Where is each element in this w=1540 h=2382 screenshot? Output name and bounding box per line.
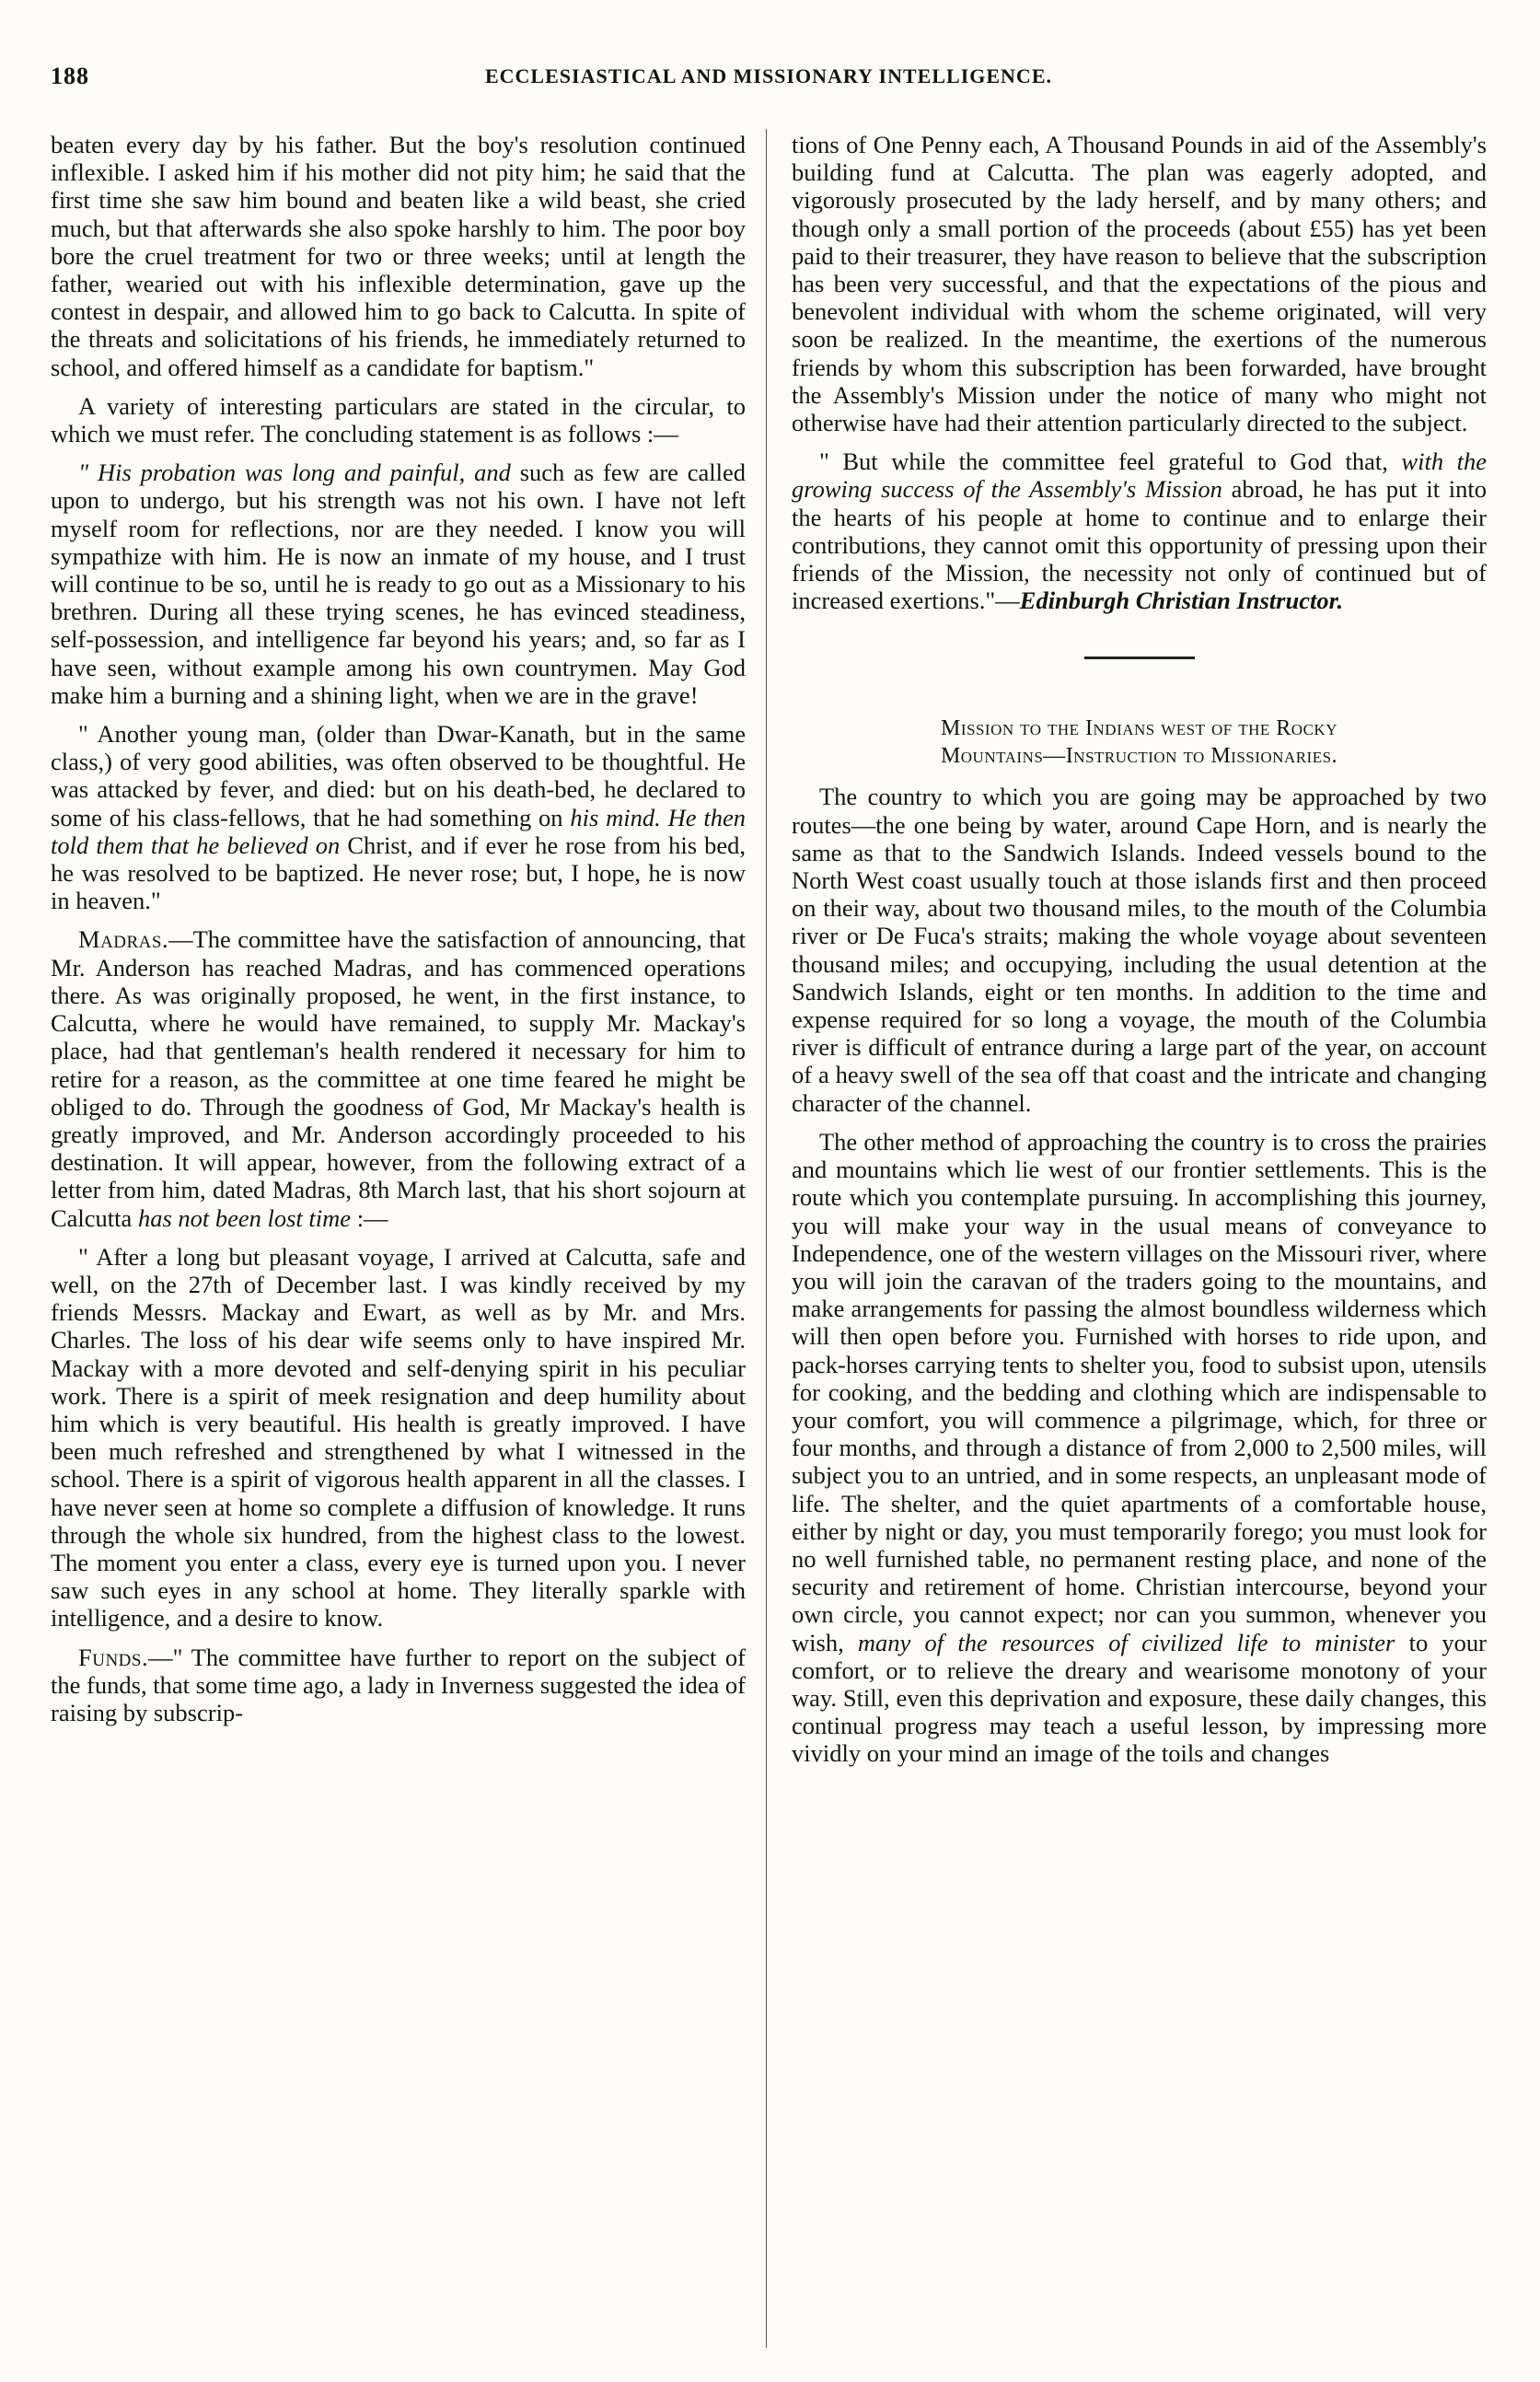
paragraph: " After a long but pleasant voyage, I arrived at Calcutta, safe and well, on the 27th of December last. I was kindly received by my friends Messrs. Mackay and Ewart, as well as by Mr. and Mrs. Charles. The loss of his dear wife seems only to have inspired Mr. Mackay with a more devoted and self-denying spirit in his peculiar work. There is a spirit of meek resignation and deep humility about him which is very beautiful. His health is greatly improved. I have been much refreshed and strengthened by what I witnessed in the school. There is a spirit of vigorous health apparent in all the classes. I have never seen at home so complete a diffusion of knowledge. It runs through the whole six hundred, from the highest class to the lowest. The moment you enter a class, every eye is turned upon you. I never saw such eyes in any school at home. They literally sparkle with intelligence, and a desire to know.: [51, 1242, 746, 1633]
italic-text: his mind. He then told them that he believed on: [51, 803, 746, 859]
section-separator: [1084, 657, 1195, 659]
paragraph: [51, 720, 746, 914]
section-label: Funds.: [78, 1643, 149, 1671]
section-title-line: Mission to the Indians west of the Rocky: [941, 716, 1337, 741]
italic-text: " His probation was long and painful, and: [78, 459, 511, 487]
paragraph: The country to which you are going may be approached by two routes—the one being by water, around Cape Horn, and is nearly the same as that to the Sandwich Islands. Indeed vessels bound to the North West coast usually touch at those islands first and then proceed on their way, about two thousand miles, to the mouth of the Columbia river or De Fuca's straits; making the whole voyage about seventeen thousand miles; and occupying, including the usual detention at the Sandwich Islands, eight or ten months. In addition to the time and expense required for so long a voyage, the mouth of the Columbia river is difficult of entrance during a large part of the year, on account of a heavy swell of the sea off that coast and the intricate and changing character of the channel.: [792, 783, 1487, 1117]
text: such as few are called upon to undergo, but his strength was not his own. I have not left myself room for reflections, nor are they needed. I know you will sympathize with him. He is now an inmate of my house, and I trust will continue to be so, until he is ready to go out as a Missionary to his brethren. During all these trying scenes, he has evinced steadiness, self-possession, and intelligence far beyond his years; and, so far as I have seen, without example among his own countrymen. May God make him a burning and a shining light, when we are in the grave!: [51, 459, 747, 709]
paragraph: [51, 925, 746, 1231]
text: abroad, he has put it into the hearts of his people at home to continue and to enlarge their contributions, they cannot omit this opportunity of pressing upon their friends of the Mission, the necessity not only of continued but of increased exertions."—: [792, 475, 1488, 615]
text: to your comfort, or to relieve the dreary and wearisome monotony of your way. Still, even this deprivation and exposure, these daily changes, this continual progress may teach a useful lesson, by impressing more vividly on your mind an image of the toils and changes: [792, 1628, 1487, 1768]
text: " But while the committee feel grateful to God that,: [819, 447, 1388, 476]
text: " Another young man, (older than Dwar-Kanath, but in the same class,) of very good abilities, was often observed to be thoughtful. He was attacked by fever, and died: but on his death-bed, he declared to some of his class-fellows, that he had something on: [51, 720, 746, 831]
section-title: [792, 715, 1487, 770]
paragraph: [51, 459, 746, 709]
section-label: Madras.: [78, 925, 169, 954]
page-number: 188: [51, 63, 89, 89]
paragraph: [792, 447, 1487, 614]
source-citation: Edinburgh Christian Instructor.: [1019, 587, 1344, 615]
paragraph: A variety of interesting particulars are stated in the circular, to which we must refer. The concluding statement is as follows :—: [51, 391, 746, 448]
paragraph: [792, 1128, 1487, 1768]
paragraph: beaten every day by his father. But the boy's resolution continued inflexible. I asked him if his mother did not pity him; he said that the first time she saw him bound and beaten like a wild beast, she cried much, but that afterwards she also spoke harshly to him. The poor boy bore the cruel treatment for two or three weeks; until at length the father, wearied out with his inflexible determination, gave up the contest in despair, and allowed him to go back to Calcutta. In spite of the threats and solicitations of his friends, he immediately returned to school, and offered himself as a candidate for baptism.": [51, 131, 746, 381]
text: The other method of approaching the country is to cross the prairies and mountains which lie west of our frontier settlements. This is the route which you contemplate pursuing. In accomplishing this journey, you will make your way in the usual means of conveyance to Independence, one of the western villages on the Missouri river, where you will join the caravan of the traders going to the mountains, and make arrangements for passing the almost boundless wilderness which will then open before you. Furnished with horses to ride upon, and pack-horses carrying tents to shelter you, food to subsist upon, utensils for cooking, and the bedding and clothing which are indispensable to your comfort, you will commence a pilgrimage, which, for three or four months, and through a distance of from 2,000 to 2,500 miles, will subject you to an untried, and in some respects, an unpleasant mode of life. The shelter, and the quiet apartments of a comfortable house, either by night or day, you must temporarily forego; you must look for no well furnished table, no permanent resting place, and none of the security and retirement of home. Christian intercourse, beyond your own circle, you cannot expect; nor can you summon, whenever you wish,: [792, 1127, 1487, 1656]
italic-text: with the growing success of the Assembly's Mission: [792, 447, 1487, 504]
column-divider: [766, 129, 767, 2348]
paragraph: [51, 1644, 746, 1727]
left-column: [51, 131, 746, 2341]
text: —The committee have the satisfaction of announcing, that Mr. Anderson has reached Madras, and has commenced operations there. As was originally proposed, he went, in the first instance, to Calcutta, where he would have remained, to supply Mr. Mackay's place, had that gentleman's health rendered it necessary for him to retire for a reason, as the committee at one time feared he might be obliged to do. Through the goodness of God, Mr Mackay's health is greatly improved, and Mr. Anderson accordingly proceeded to his destination. It will appear, however, from the following extract of a letter from him, dated Madras, 8th March last, that his short sojourn at Calcutta: [51, 925, 746, 1232]
italic-text: has not been lost time: [137, 1203, 352, 1232]
section-title-line: Mountains—Instruction to Missionaries.: [940, 744, 1338, 769]
text: —" The committee have further to report on the subject of the funds, that some time ago, a lady in Inverness suggested the idea of raising by subscrip-: [51, 1643, 746, 1726]
text: :—: [356, 1203, 388, 1232]
italic-text: many of the resources of civilized life to minister: [857, 1628, 1395, 1656]
right-column: [792, 131, 1487, 2341]
text: Christ, and if ever he rose from his bed, he was resolved to be baptized. He never rose; but, I hope, he is now in heaven.": [51, 831, 746, 915]
header-title: ECCLESIASTICAL AND MISSIONARY INTELLIGENCE.: [484, 64, 1052, 87]
paragraph: tions of One Penny each, A Thousand Pounds in aid of the Assembly's building fund at Calcutta. The plan was eagerly adopted, and vigorously prosecuted by the lady herself, and by many others; and though only a small portion of the proceeds (about £55) has yet been paid to their treasurer, they have reason to believe that the subscription has been very successful, and that the expectations of the pious and benevolent individual with whom the scheme originated, will very soon be realized. In the meantime, the exertions of the numerous friends by whom this subscription has been forwarded, have brought the Assembly's Mission under the notice of many who might not otherwise have had their attention particularly directed to the subject.: [792, 131, 1487, 437]
running-head: [51, 63, 1487, 99]
